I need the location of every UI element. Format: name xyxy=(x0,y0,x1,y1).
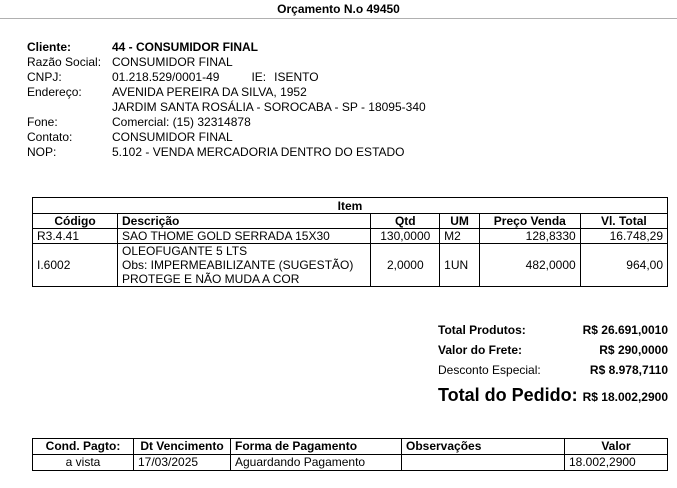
cnpj-row xyxy=(27,70,426,85)
contato-row xyxy=(27,130,426,145)
cnpj-value: 01.218.529/0001-49 xyxy=(112,70,220,84)
nop-label: NOP: xyxy=(27,145,57,159)
desconto-row xyxy=(438,363,668,383)
payment-header-row xyxy=(33,439,668,455)
totals-block xyxy=(438,323,668,411)
cliente-label: Cliente: xyxy=(27,40,72,54)
table-row xyxy=(33,455,668,471)
descricao-line-2: Obs: IMPERMEABILIZANTE (SUGESTÃO) xyxy=(121,258,354,272)
total-pedido-row xyxy=(438,385,668,411)
cell-descricao: SAO THOME GOLD SERRADA 15X30 xyxy=(117,229,370,244)
cell-cond: a vista xyxy=(33,455,134,471)
razao-label: Razão Social: xyxy=(27,55,102,69)
col-descricao: Descrição xyxy=(117,214,370,229)
col-valor: Valor xyxy=(565,439,668,455)
col-total: Vl. Total xyxy=(580,214,667,229)
razao-row xyxy=(27,55,426,70)
payment-table xyxy=(32,438,668,471)
descricao-line-3: PROTEGE E NÃO MUDA A COR xyxy=(121,272,300,286)
table-row xyxy=(33,244,668,287)
title-bar xyxy=(0,0,677,19)
items-title: Item xyxy=(33,198,668,214)
cell-um: M2 xyxy=(440,229,480,244)
total-pedido-label: Total do Pedido: xyxy=(438,385,578,405)
items-table xyxy=(32,197,668,287)
fone-value: Comercial: (15) 32314878 xyxy=(112,115,251,129)
client-info xyxy=(27,40,426,160)
col-qtd: Qtd xyxy=(371,214,440,229)
cell-preco: 128,8330 xyxy=(479,229,580,244)
contato-label: Contato: xyxy=(27,130,73,144)
cell-obs xyxy=(402,455,565,471)
cell-preco: 482,0000 xyxy=(479,244,580,287)
fone-row xyxy=(27,115,426,130)
col-observacoes: Observações xyxy=(402,439,565,455)
razao-value: CONSUMIDOR FINAL xyxy=(112,55,233,69)
cell-codigo: R3.4.41 xyxy=(33,229,118,244)
ie-label: IE: xyxy=(251,70,267,84)
page-title: Orçamento N.o 49450 xyxy=(277,2,400,16)
col-um: UM xyxy=(440,214,480,229)
fone-label: Fone: xyxy=(27,115,58,129)
frete-label: Valor do Frete: xyxy=(438,343,523,357)
col-cond-pagto: Cond. Pagto: xyxy=(33,439,134,455)
frete-row xyxy=(438,343,668,363)
items-header-row xyxy=(33,214,668,229)
ie-value: ISENTO xyxy=(274,70,319,84)
endereco-label: Endereço: xyxy=(27,85,82,99)
endereco-line2: JARDIM SANTA ROSÁLIA - SOROCABA - SP - 18095-340 xyxy=(112,100,426,114)
client-row xyxy=(27,40,426,55)
cell-qtd: 2,0000 xyxy=(371,244,440,287)
endereco-row xyxy=(27,85,426,100)
total-produtos-value: R$ 26.691,0010 xyxy=(582,323,668,337)
desconto-label: Desconto Especial: xyxy=(438,363,541,377)
cell-total: 964,00 xyxy=(580,244,667,287)
col-forma-pagamento: Forma de Pagamento xyxy=(231,439,402,455)
cell-descricao xyxy=(117,244,370,287)
frete-value: R$ 290,0000 xyxy=(599,343,668,357)
descricao-line-1: OLEOFUGANTE 5 LTS xyxy=(121,244,248,258)
cnpj-label: CNPJ: xyxy=(27,70,62,84)
cell-codigo: I.6002 xyxy=(33,244,118,287)
endereco-line1: AVENIDA PEREIRA DA SILVA, 1952 xyxy=(112,85,307,99)
cell-forma: Aguardando Pagamento xyxy=(231,455,402,471)
cliente-value: 44 - CONSUMIDOR FINAL xyxy=(112,40,259,54)
table-row xyxy=(33,229,668,244)
nop-value: 5.102 - VENDA MERCADORIA DENTRO DO ESTADO xyxy=(112,145,405,159)
cell-valor: 18.002,2900 xyxy=(565,455,668,471)
cell-um: 1UN xyxy=(440,244,480,287)
col-preco: Preço Venda xyxy=(479,214,580,229)
nop-row xyxy=(27,145,426,160)
cell-qtd: 130,0000 xyxy=(371,229,440,244)
cell-venc: 17/03/2025 xyxy=(134,455,231,471)
total-produtos-label: Total Produtos: xyxy=(438,323,526,337)
cell-total: 16.748,29 xyxy=(580,229,667,244)
col-codigo: Código xyxy=(33,214,118,229)
total-pedido-value: R$ 18.002,2900 xyxy=(582,390,668,404)
desconto-value: R$ 8.978,7110 xyxy=(589,363,668,377)
col-dt-vencimento: Dt Vencimento xyxy=(134,439,231,455)
contato-value: CONSUMIDOR FINAL xyxy=(112,130,233,144)
endereco-row-2 xyxy=(27,100,426,115)
total-produtos-row xyxy=(438,323,668,343)
